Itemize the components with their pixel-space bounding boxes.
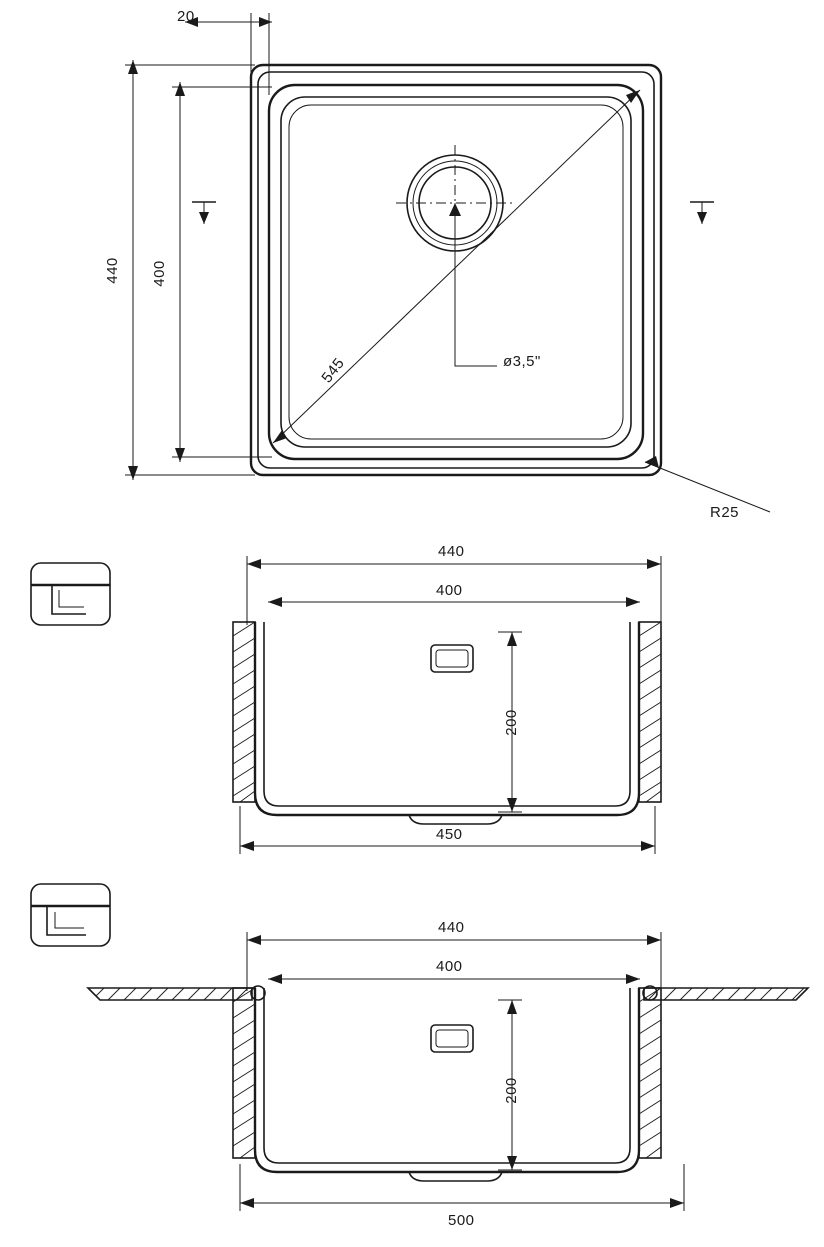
bowl-section-inner-2 xyxy=(264,988,630,1163)
dim-label-mid-cutout: 450 xyxy=(436,826,463,843)
drain-leader xyxy=(455,203,497,366)
dim-label-rim-offset: 20 xyxy=(177,8,195,25)
dim20-arrow-right xyxy=(259,17,272,27)
bowl-section-outline-2 xyxy=(255,988,639,1172)
dim-label-mid-outer-width: 440 xyxy=(438,543,465,560)
dim-label-corner-radius: R25 xyxy=(710,504,740,521)
worktop-right-slab xyxy=(644,988,808,1000)
dim-label-diagonal: 545 xyxy=(318,354,349,387)
dim-label-bot-outer-width: 440 xyxy=(438,919,465,936)
bowl-drain-boss-2 xyxy=(409,1172,502,1181)
drain-leader-arrow xyxy=(449,203,461,216)
rim-detail-left xyxy=(251,986,265,1000)
dim-label-bot-cutout: 500 xyxy=(448,1212,475,1229)
undermount-install-icon xyxy=(31,563,110,625)
bowl-section-outline xyxy=(255,622,639,815)
section-view-flushmount-group xyxy=(31,884,808,1211)
overflow-outlet-2 xyxy=(431,1025,473,1052)
r25-leader xyxy=(645,462,770,512)
right-thickness-marker xyxy=(690,202,714,224)
sink-outer-rim xyxy=(251,65,661,475)
overflow-outlet-inner-2 xyxy=(436,1030,468,1047)
dim400-arrow-bottom xyxy=(175,448,185,462)
cabinet-left-wall xyxy=(233,988,255,1158)
overflow-outlet-inner xyxy=(436,650,468,667)
sink-rim-inner-line xyxy=(258,72,654,468)
top-view-group xyxy=(125,13,770,512)
cabinet-right-wall xyxy=(639,988,661,1158)
bowl-drain-boss xyxy=(409,815,502,824)
dim-label-outer-width-top: 440 xyxy=(103,257,121,284)
left-thickness-marker xyxy=(192,202,216,224)
dim440-arrow-top xyxy=(128,60,138,74)
dim440-arrow-bottom xyxy=(128,466,138,480)
dim-label-mid-depth: 200 xyxy=(502,709,520,736)
worktop-right-section xyxy=(639,622,661,802)
worktop-left-slab xyxy=(88,988,252,1000)
section-view-undermount-group xyxy=(31,556,661,854)
dim-label-mid-bowl-width: 400 xyxy=(436,582,463,599)
dim-label-bot-depth: 200 xyxy=(502,1077,520,1104)
overflow-outlet xyxy=(431,645,473,672)
dim-label-bot-bowl-width: 400 xyxy=(436,958,463,975)
dim-label-drain-diameter: ø3,5" xyxy=(503,353,541,370)
dim400-arrow-top xyxy=(175,82,185,96)
dim-label-bowl-width-top: 400 xyxy=(150,260,168,287)
flushmount-install-icon xyxy=(31,884,110,946)
worktop-left-section xyxy=(233,622,255,802)
diagonal-dim-line xyxy=(273,90,640,443)
